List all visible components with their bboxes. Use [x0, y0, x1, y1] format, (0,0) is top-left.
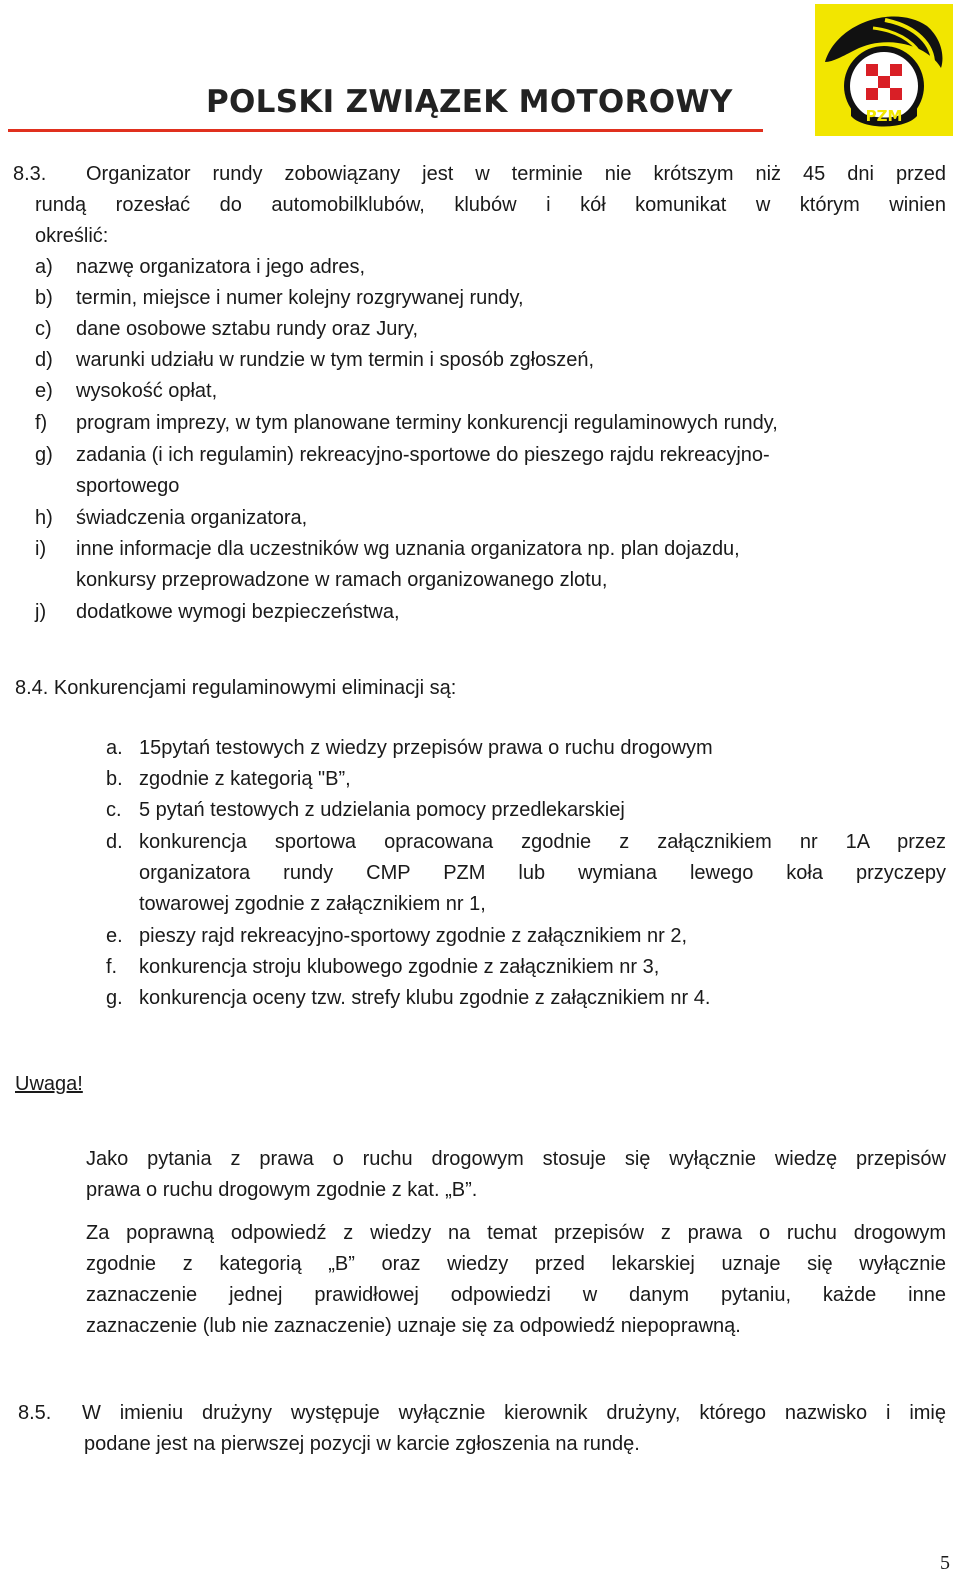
list-item-label: f. [106, 956, 118, 978]
list-item-label: d) [35, 349, 53, 371]
list-item-text: konkurencja sportowa opracowana zgodnie z załącznikiem nr 1A przez [139, 831, 946, 853]
list-item-text: program imprezy, w tym planowane terminy konkurencji regulaminowych rundy, [76, 412, 778, 434]
list-item-text: konkursy przeprowadzone w ramach organizowanego zlotu, [76, 569, 608, 591]
list-item-text: dane osobowe sztabu rundy oraz Jury, [76, 318, 419, 340]
section-8-5-line-1: W imieniu drużyny występuje wyłącznie kierownik drużyny, którego nazwisko i imię [82, 1402, 946, 1424]
list-item-label: a. [106, 737, 123, 759]
list-item-label: g) [35, 444, 53, 466]
list-item-text: organizatora rundy CMP PZM lub wymiana lewego koła przyczepy [139, 862, 946, 884]
note-para-2-line: zaznaczenie (lub nie zaznaczenie) uznaje się za odpowiedź niepoprawną. [86, 1315, 741, 1337]
list-item-label: g. [106, 987, 123, 1009]
list-item-text: dodatkowe wymogi bezpieczeństwa, [76, 601, 400, 623]
list-item-label: c. [106, 799, 122, 821]
note-title: Uwaga! [15, 1073, 83, 1095]
list-item-label: h) [35, 507, 53, 529]
list-item-text: świadczenia organizatora, [76, 507, 308, 529]
list-item-label: f) [35, 412, 48, 434]
list-item-label: a) [35, 256, 53, 278]
list-item-text: sportowego [76, 475, 180, 497]
list-item-label: d. [106, 831, 123, 853]
list-item-label: e. [106, 925, 123, 947]
section-8-3-line-2: rundą rozesłać do automobilklubów, klubów i kół komunikat w którym winien [35, 194, 946, 216]
list-item-text: pieszy rajd rekreacyjno-sportowy zgodnie z załącznikiem nr 2, [139, 925, 688, 947]
list-item-text: 5 pytań testowych z udzielania pomocy przedlekarskiej [139, 799, 625, 821]
section-8-3-line-1: Organizator rundy zobowiązany jest w terminie nie krótszym niż 45 dni przed [86, 163, 946, 185]
list-item-text: towarowej zgodnie z załącznikiem nr 1, [139, 893, 486, 915]
section-8-3-number: 8.3. [13, 163, 47, 185]
list-item-text: termin, miejsce i numer kolejny rozgrywanej rundy, [76, 287, 524, 309]
list-item-label: b) [35, 287, 53, 309]
organization-title: POLSKI ZWIĄZEK MOTOROWY [206, 84, 733, 120]
note-para-2-line: zgodnie z kategorią „B” oraz wiedzy przed lekarskiej uznaje się wyłącznie [86, 1253, 946, 1275]
list-item-text: zadania (i ich regulamin) rekreacyjno-sportowe do pieszego rajdu rekreacyjno- [76, 444, 770, 466]
list-item-text: inne informacje dla uczestników wg uznania organizatora np. plan dojazdu, [76, 538, 740, 560]
list-item-text: konkurencja stroju klubowego zgodnie z załącznikiem nr 3, [139, 956, 660, 978]
note-para-1-line: prawa o ruchu drogowym zgodnie z kat. „B”. [86, 1179, 478, 1201]
section-8-5-line-2: podane jest na pierwszej pozycji w karcie zgłoszenia na rundę. [84, 1433, 640, 1455]
list-item-label: b. [106, 768, 123, 790]
note-para-2-line: zaznaczenie jednej prawidłowej odpowiedzi w danym pytaniu, każde inne [86, 1284, 946, 1306]
section-8-3-line-3: określić: [35, 225, 109, 247]
pzm-logo [815, 4, 953, 136]
list-item-label: e) [35, 380, 53, 402]
list-item-text: konkurencja oceny tzw. strefy klubu zgodnie z załącznikiem nr 4. [139, 987, 711, 1009]
note-para-2-line: Za poprawną odpowiedź z wiedzy na temat przepisów z prawa o ruchu drogowym [86, 1222, 946, 1244]
list-item-text: wysokość opłat, [76, 380, 218, 402]
list-item-label: c) [35, 318, 52, 340]
list-item-text: 15pytań testowych z wiedzy przepisów prawa o ruchu drogowym [139, 737, 713, 759]
list-item-text: zgodnie z kategorią "B”, [139, 768, 351, 790]
list-item-label: i) [35, 538, 47, 560]
list-item-label: j) [35, 601, 47, 623]
section-8-5-number: 8.5. [18, 1402, 52, 1424]
note-para-1-line: Jako pytania z prawa o ruchu drogowym stosuje się wyłącznie wiedzę przepisów [86, 1148, 946, 1170]
logo-text: PZM [865, 107, 903, 125]
list-item-text: warunki udziału w rundzie w tym termin i sposób zgłoszeń, [76, 349, 594, 371]
header-divider [8, 129, 763, 132]
page-number: 5 [940, 1552, 950, 1574]
section-8-4-heading: 8.4. Konkurencjami regulaminowymi eliminacji są: [15, 677, 457, 699]
list-item-text: nazwę organizatora i jego adres, [76, 256, 366, 278]
